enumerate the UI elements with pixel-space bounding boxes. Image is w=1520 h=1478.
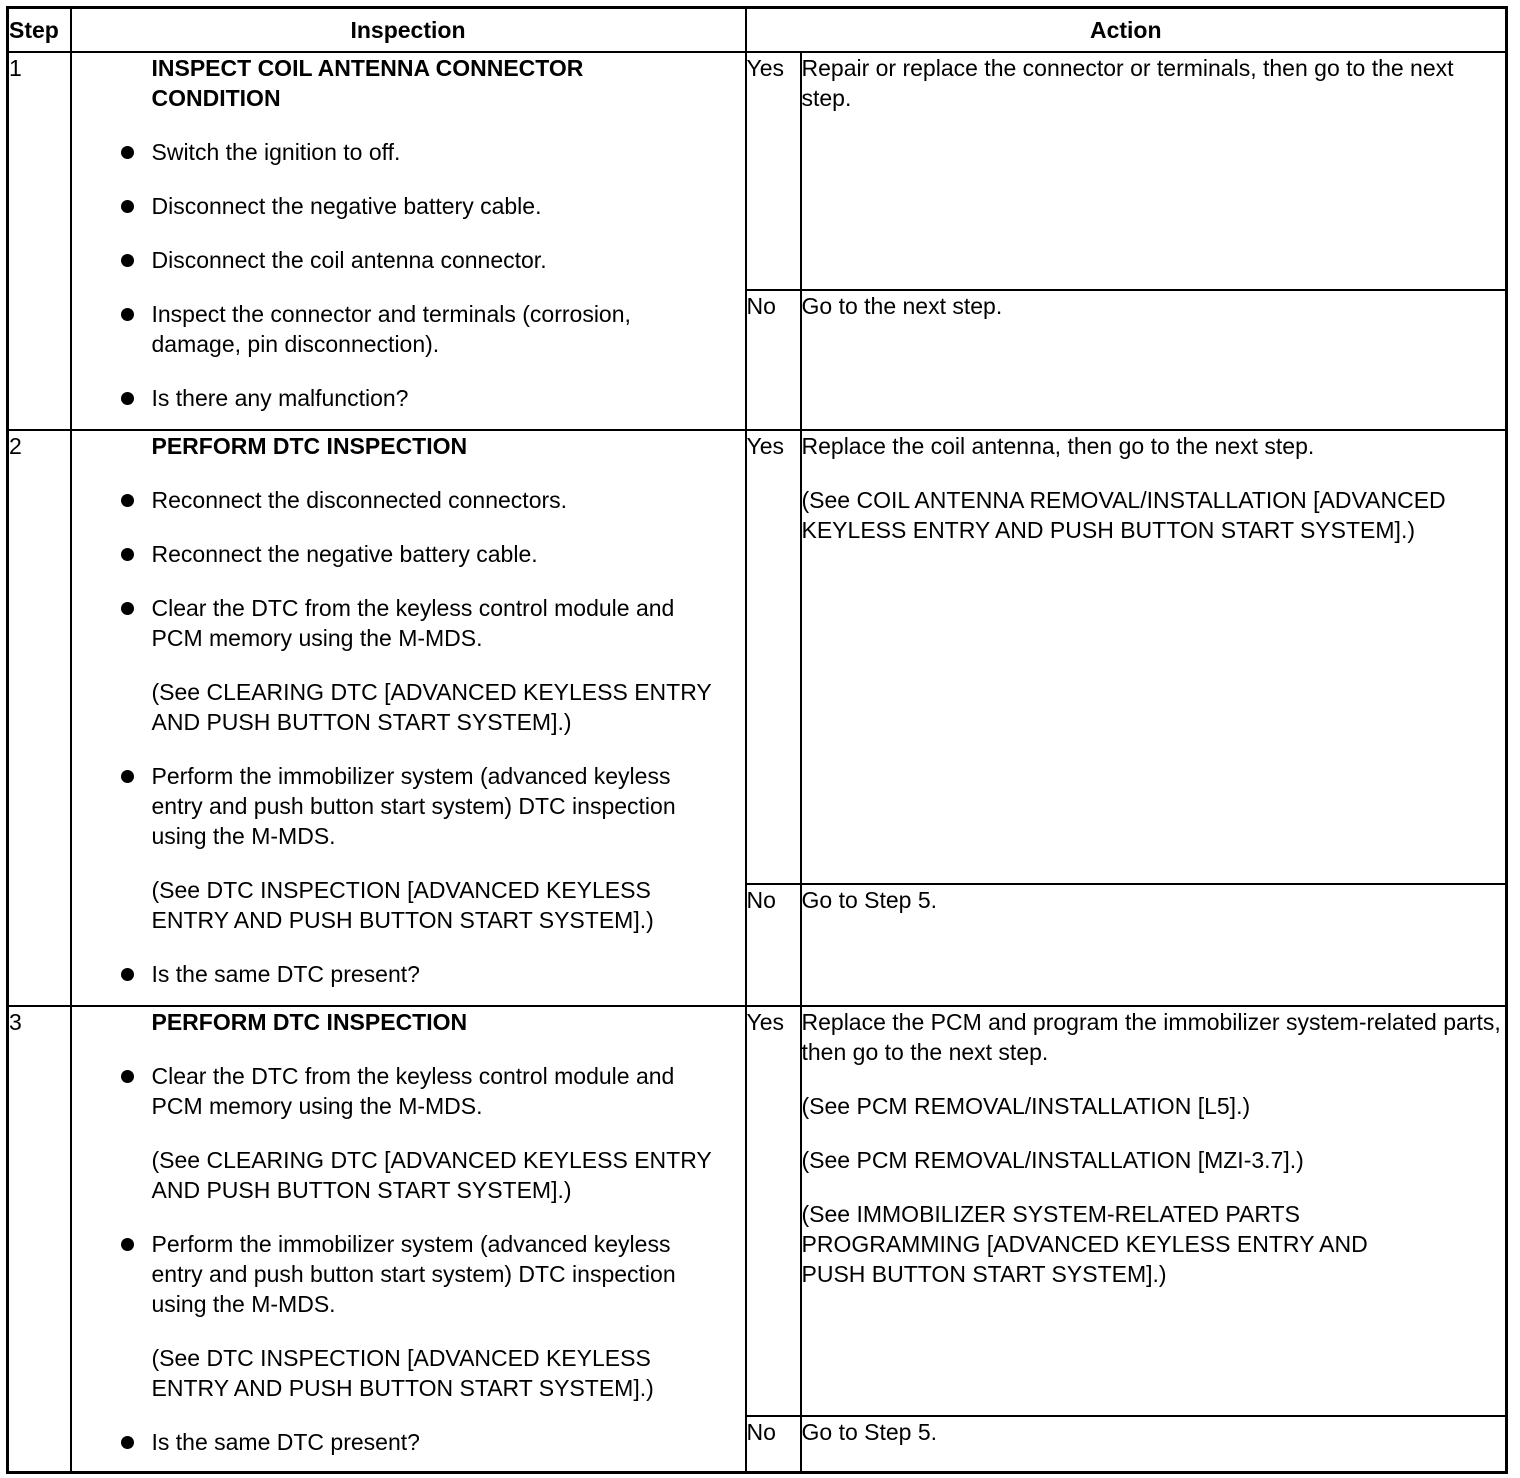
- action-reference: (See COIL ANTENNA REMOVAL/INSTALLATION [ADVANCED KEYLESS ENTRY AND PUSH BUTTON START SYSTEM].): [801, 487, 1446, 543]
- action-reference: (See PCM REMOVAL/INSTALLATION [L5].): [801, 1093, 1251, 1119]
- reference-note: (See DTC INSPECTION [ADVANCED KEYLESS ENTRY AND PUSH BUTTON START SYSTEM].): [151, 1345, 654, 1401]
- yes-action: [801, 52, 1507, 290]
- inspection-list: [72, 1061, 745, 1457]
- step-number: 2: [8, 430, 71, 1006]
- header-step: Step: [8, 8, 71, 53]
- list-item: Inspect the connector and terminals (corrosion, damage, pin disconnection).: [72, 299, 745, 359]
- no-action: [801, 884, 1507, 1006]
- list-item: Is there any malfunction?: [72, 383, 745, 413]
- list-item: Clear the DTC from the keyless control module and PCM memory using the M-MDS.: [72, 1061, 745, 1121]
- list-item: Perform the immobilizer system (advanced keyless entry and push button start system) DTC inspection using the M-MDS.: [72, 1229, 745, 1319]
- action-text: Go to the next step.: [801, 293, 1003, 319]
- reference-note: (See CLEARING DTC [ADVANCED KEYLESS ENTRY AND PUSH BUTTON START SYSTEM].): [151, 679, 712, 735]
- step-1-yes-row: [8, 52, 1507, 290]
- list-item: Switch the ignition to off.: [72, 137, 745, 167]
- action-text: Repair or replace the connector or terminals, then go to the next step.: [801, 55, 1454, 111]
- action-text: Replace the coil antenna, then go to the next step.: [801, 433, 1315, 459]
- inspection-title: INSPECT COIL ANTENNA CONNECTOR CONDITION: [151, 55, 584, 111]
- yes-label: Yes: [746, 430, 801, 884]
- list-item: Is the same DTC present?: [72, 959, 745, 989]
- list-item: Is the same DTC present?: [72, 1427, 745, 1457]
- step-number: 1: [8, 52, 71, 430]
- yes-action: [801, 430, 1507, 884]
- yes-action: [801, 1006, 1507, 1416]
- yes-label: Yes: [746, 1006, 801, 1416]
- list-item: Disconnect the coil antenna connector.: [72, 245, 745, 275]
- reference-note: (See CLEARING DTC [ADVANCED KEYLESS ENTRY AND PUSH BUTTON START SYSTEM].): [151, 1147, 712, 1203]
- step-number: 3: [8, 1006, 71, 1473]
- list-item: Reconnect the negative battery cable.: [72, 539, 745, 569]
- no-label: No: [746, 290, 801, 430]
- step-3-yes-row: [8, 1006, 1507, 1416]
- inspection-cell: [71, 52, 746, 430]
- inspection-title: PERFORM DTC INSPECTION: [151, 1009, 468, 1035]
- inspection-list: [72, 137, 745, 413]
- action-reference: (See PCM REMOVAL/INSTALLATION [MZI-3.7].): [801, 1147, 1304, 1173]
- action-text: Go to Step 5.: [801, 1419, 938, 1445]
- header-inspection: Inspection: [71, 8, 746, 53]
- header-row: [8, 8, 1507, 53]
- action-text: Go to Step 5.: [801, 887, 938, 913]
- list-item: Disconnect the negative battery cable.: [72, 191, 745, 221]
- no-action: [801, 1416, 1507, 1473]
- inspection-title: PERFORM DTC INSPECTION: [151, 433, 468, 459]
- diagnostic-procedure-table: [6, 6, 1508, 1474]
- inspection-cell: [71, 430, 746, 1006]
- no-label: No: [746, 1416, 801, 1473]
- step-2-yes-row: [8, 430, 1507, 884]
- header-action: Action: [746, 8, 1507, 53]
- no-label: No: [746, 884, 801, 1006]
- inspection-list: [72, 485, 745, 989]
- list-item: Clear the DTC from the keyless control module and PCM memory using the M-MDS.: [72, 593, 745, 653]
- reference-note: (See DTC INSPECTION [ADVANCED KEYLESS ENTRY AND PUSH BUTTON START SYSTEM].): [151, 877, 654, 933]
- list-item: Perform the immobilizer system (advanced keyless entry and push button start system) DTC inspection using the M-MDS.: [72, 761, 745, 851]
- list-item: Reconnect the disconnected connectors.: [72, 485, 745, 515]
- action-reference: (See IMMOBILIZER SYSTEM-RELATED PARTS PROGRAMMING [ADVANCED KEYLESS ENTRY AND PUSH BUTTON START SYSTEM].): [801, 1201, 1368, 1287]
- action-text: Replace the PCM and program the immobilizer system-related parts, then go to the next step.: [801, 1009, 1501, 1065]
- inspection-cell: [71, 1006, 746, 1473]
- yes-label: Yes: [746, 52, 801, 290]
- no-action: [801, 290, 1507, 430]
